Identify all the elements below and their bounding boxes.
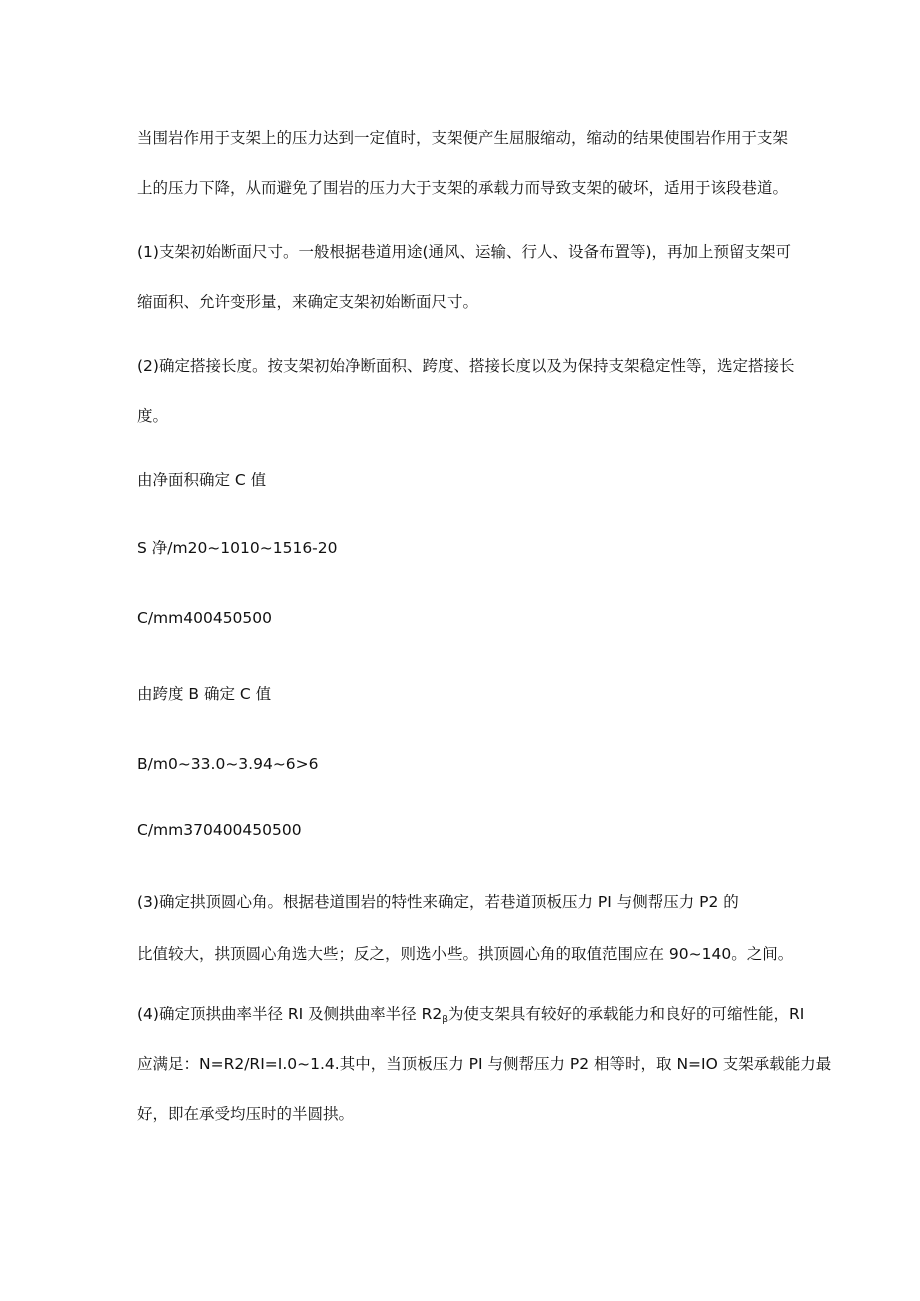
paragraph-line [137,1004,804,1030]
paragraph-text: 为使支架具有较好的承载能力和良好的可缩性能，RI [447,1005,805,1023]
section-heading: 由净面积确定 C 值 [137,471,267,489]
paragraph-line: 比值较大，拱顶圆心角选大些；反之，则选小些。拱顶圆心角的取值范围应在 90~140。之间。 [137,945,794,963]
paragraph-line: 缩面积、允许变形量，来确定支架初始断面尺寸。 [137,293,479,311]
table-line: B/m0~33.0~3.94~6>6 [137,755,319,773]
paragraph-line: (3)确定拱顶圆心角。根据巷道围岩的特性来确定，若巷道顶板压力 PI 与侧帮压力 P2 的 [137,893,739,911]
table-line: S 净/m20~1010~1516-20 [137,539,338,557]
paragraph-line: 好，即在承受均压时的半圆拱。 [137,1105,355,1123]
paragraph-line: (1)支架初始断面尺寸。一般根据巷道用途(通风、运输、行人、设备布置等)，再加上预留支架可 [137,243,792,261]
subscript-mark: β [442,1015,448,1025]
paragraph-line: 应满足：N=R2/RI=I.0~1.4.其中，当顶板压力 PI 与侧帮压力 P2 相等时，取 N=IO 支架承载能力最 [137,1055,832,1073]
section-heading: 由跨度 B 确定 C 值 [137,685,272,703]
paragraph-text: (4)确定顶拱曲率半径 RI 及侧拱曲率半径 R2 [137,1005,443,1023]
paragraph-line: 当围岩作用于支架上的压力达到一定值时，支架便产生屈服缩动，缩动的结果使围岩作用于支架 [137,129,789,147]
paragraph-line: (2)确定搭接长度。按支架初始净断面积、跨度、搭接长度以及为保持支架稳定性等，选定搭接长 [137,357,795,375]
paragraph-line: 度。 [137,407,169,425]
paragraph-line: 上的压力下降，从而避免了围岩的压力大于支架的承载力而导致支架的破坏，适用于该段巷道。 [137,179,789,197]
table-line: C/mm370400450500 [137,821,302,839]
table-line: C/mm400450500 [137,609,272,627]
